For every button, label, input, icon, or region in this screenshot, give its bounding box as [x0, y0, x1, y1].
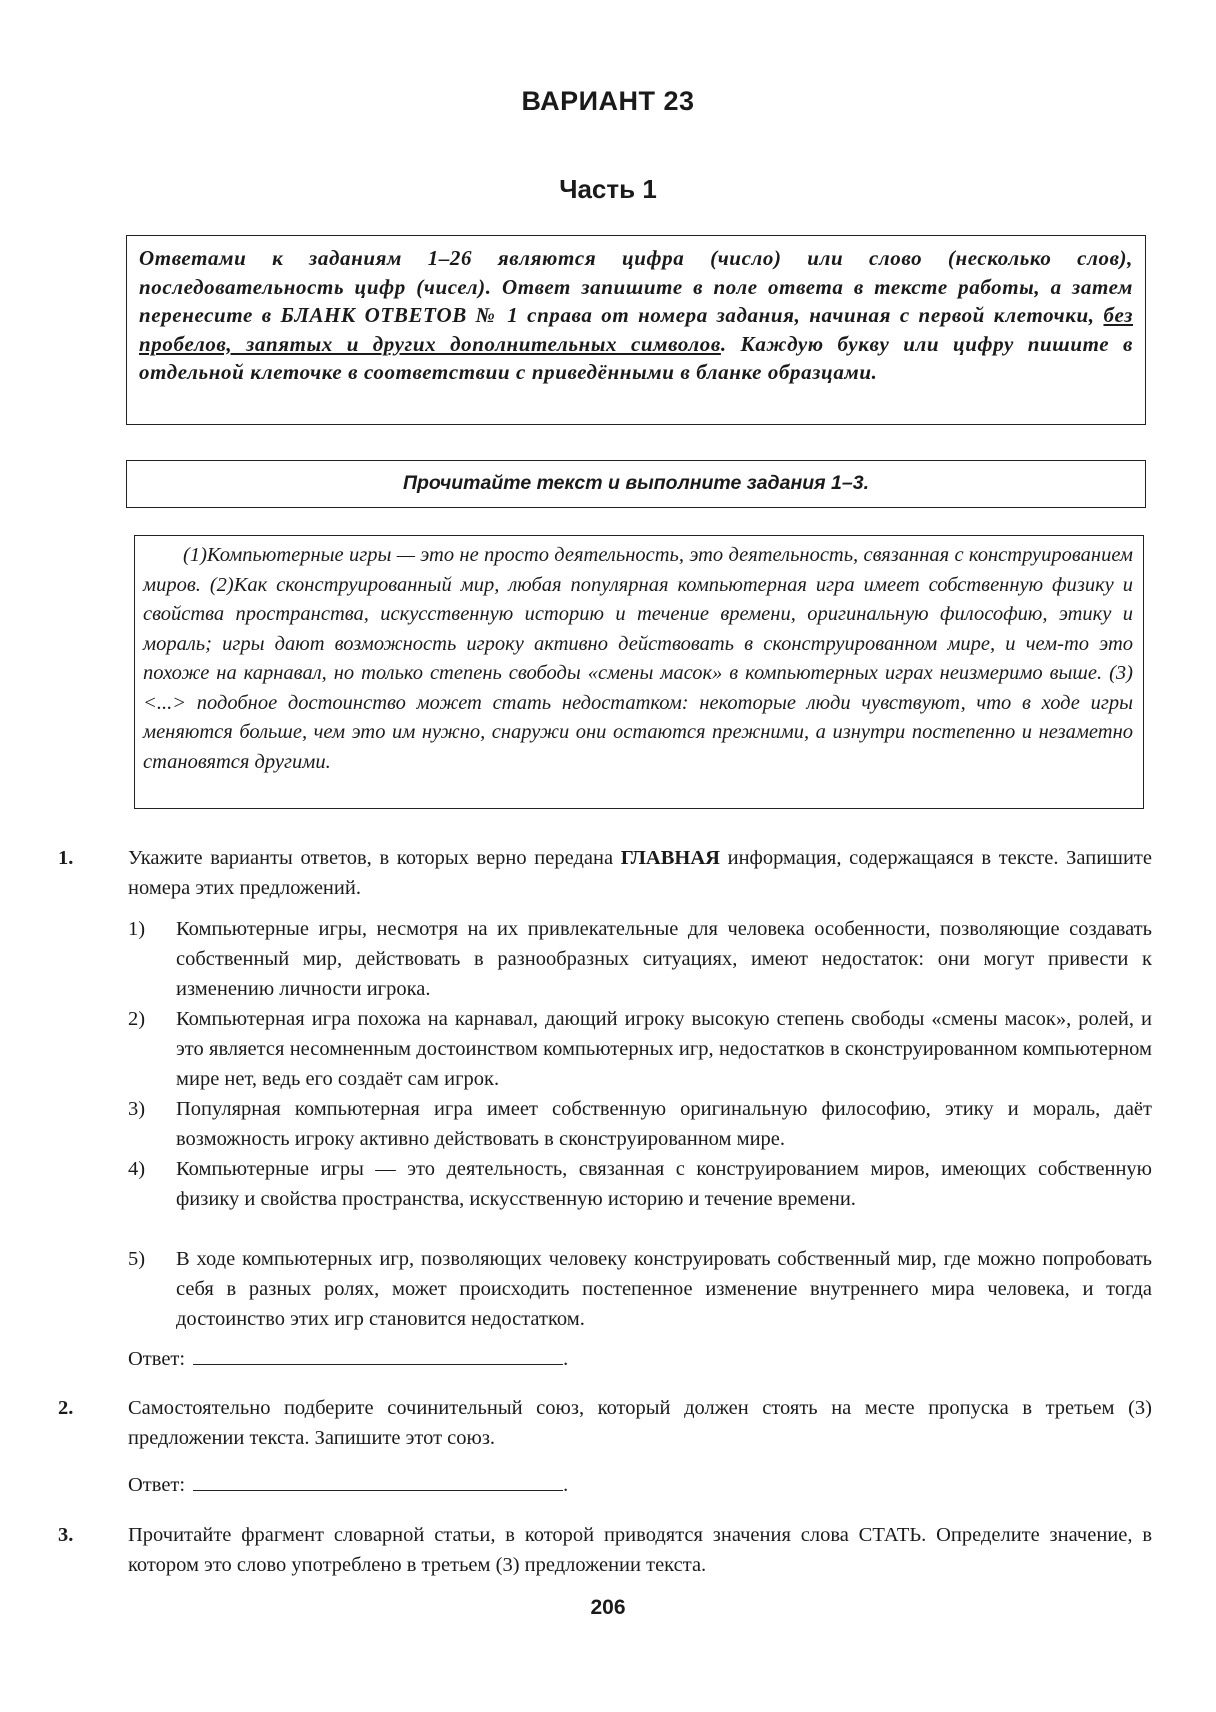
answer-label: Ответ:	[128, 1348, 186, 1370]
task-number: 2.	[58, 1397, 74, 1419]
task-text-part: Укажите варианты ответов, в которых верно передана	[128, 847, 621, 869]
option-number: 1)	[128, 918, 146, 940]
task-number: 1.	[58, 847, 74, 869]
task-text-part: информация, содержащаяся в тексте. Запишите номера этих предложений.	[128, 847, 1152, 899]
task-text	[128, 843, 1152, 903]
option-text: Компьютерные игры, несмотря на их привлекательные для человека особенности, позволяющие создавать собственный мир, действовать в разнообразных ситуациях, имеют недостаток: они могут привести к изменению личности игрока.	[176, 918, 1152, 1000]
option-text: Компьютерная игра похожа на карнавал, дающий игроку высокую степень свободы «смены масок», ролей, и это является несомненным достоинством компьютерных игр, недостатков в сконструированном компьютерном мире нет, ведь его создаёт сам игрок.	[176, 1008, 1152, 1090]
option-text: Популярная компьютерная игра имеет собственную оригинальную философию, этику и мораль, даёт возможность игроку активно действовать в сконструированном мире.	[176, 1098, 1152, 1150]
answer-period: .	[563, 1474, 569, 1496]
option-number: 3)	[128, 1098, 146, 1120]
task-text: Прочитайте фрагмент словарной статьи, в которой приводятся значения слова СТАТЬ. Определите значение, в котором это слово употреблено в третьем (3) предложении текста.	[128, 1524, 1152, 1576]
task-text: Самостоятельно подберите сочинительный союз, который должен стоять на месте пропуска в третьем (3) предложении текста. Запишите этот союз.	[128, 1397, 1152, 1449]
answer-1	[128, 1342, 568, 1374]
task-number: 3.	[58, 1524, 74, 1546]
option-number: 4)	[128, 1158, 146, 1180]
passage-box	[134, 535, 1144, 809]
instructions-text-1: Ответами к заданиям 1–26 являются цифра (число) или слово (несколько слов), последовательность цифр (чисел). Ответ запишите в поле ответа в тексте работы, а затем перенесите в БЛАНК ОТВЕТОВ № 1 справа от номера задания, начиная с первой клеточки,	[139, 246, 1133, 328]
read-prompt-box	[126, 460, 1146, 508]
answer-period: .	[563, 1348, 569, 1370]
option-number: 2)	[128, 1008, 146, 1030]
answer-2	[128, 1468, 568, 1500]
instructions-box	[126, 235, 1146, 425]
option-text: В ходе компьютерных игр, позволяющих человеку конструировать собственный мир, где можно попробовать себя в разных ролях, может происходить постепенное изменение внутреннего мира человека, и тогда достоинство этих игр становится недостатком.	[176, 1248, 1152, 1330]
instructions-text-2: . Каждую букву или цифру пишите в отдельной клеточке в соответствии с приведёнными в бланке образцами.	[139, 331, 1133, 385]
passage-text: (1)Компьютерные игры — это не просто деятельность, это деятельность, связанная с конструированием миров. (2)Как сконструированный мир, любая популярная компьютерная игра имеет собственную физику и свойства пространства, искусственную историю и течение времени, оригинальную философию, этику и мораль; игры дают возможность игроку активно действовать в сконструированном мире, и чем-то это похоже на карнавал, но только степень свободы «смены масок» в компьютерных играх неизмеримо выше. (3)<...> подобное достоинство может стать недостатком: некоторые люди чувствуют, что в ходе игры меняются больше, чем это им нужно, снаружи они остаются прежними, а изнутри постепенно и незаметно становятся другими.	[143, 544, 1133, 773]
option-number: 5)	[128, 1248, 146, 1270]
page-number: 206	[590, 1596, 626, 1619]
variant-title: ВАРИАНТ 23	[521, 86, 695, 116]
answer-label: Ответ:	[128, 1474, 186, 1496]
instructions-underlined: без пробелов, запятых и других дополнительных символов	[139, 303, 1133, 356]
read-prompt: Прочитайте текст и выполните задания 1–3.	[403, 472, 869, 494]
part-title: Часть 1	[559, 174, 657, 204]
task-text-bold: ГЛАВНАЯ	[620, 847, 720, 869]
option-text: Компьютерные игры — это деятельность, связанная с конструированием миров, имеющих собственную физику и свойства пространства, искусственную историю и течение времени.	[176, 1158, 1152, 1210]
answer-input-line[interactable]	[193, 1468, 563, 1491]
answer-input-line[interactable]	[193, 1342, 563, 1365]
